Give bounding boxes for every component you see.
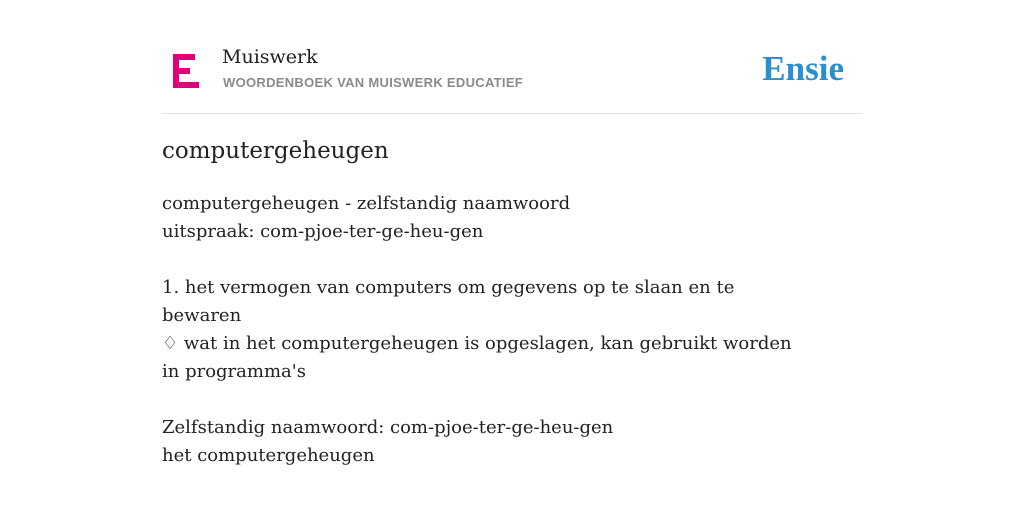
definition-body [162,190,792,470]
definition-line-meaning: 1. het vermogen van computers om gegevens op te slaan en te bewaren [162,277,735,326]
definition-line-example: ♢ wat in het computergeheugen is opgeslagen, kan gebruikt worden in programma's [162,333,792,382]
source-subtitle: WOORDENBOEK VAN MUISWERK EDUCATIEF [223,75,524,90]
ensie-logo[interactable]: Ensie [762,49,844,88]
page-title: computergeheugen [162,138,389,164]
page-header [162,0,862,114]
definition-line-blank [162,246,792,274]
muiswerk-logo-icon[interactable] [173,54,199,88]
source-name[interactable]: Muiswerk [222,46,318,68]
definition-line-blank [162,386,792,414]
definition-line-noun: Zelfstandig naamwoord: com-pjoe-ter-ge-heu-gen [162,417,614,438]
page-container [162,0,862,466]
definition-line-article: het computergeheugen [162,445,375,466]
definition-line-pronunciation: uitspraak: com-pjoe-ter-ge-heu-gen [162,221,484,242]
definition-line-headword: computergeheugen - zelfstandig naamwoord [162,193,571,214]
